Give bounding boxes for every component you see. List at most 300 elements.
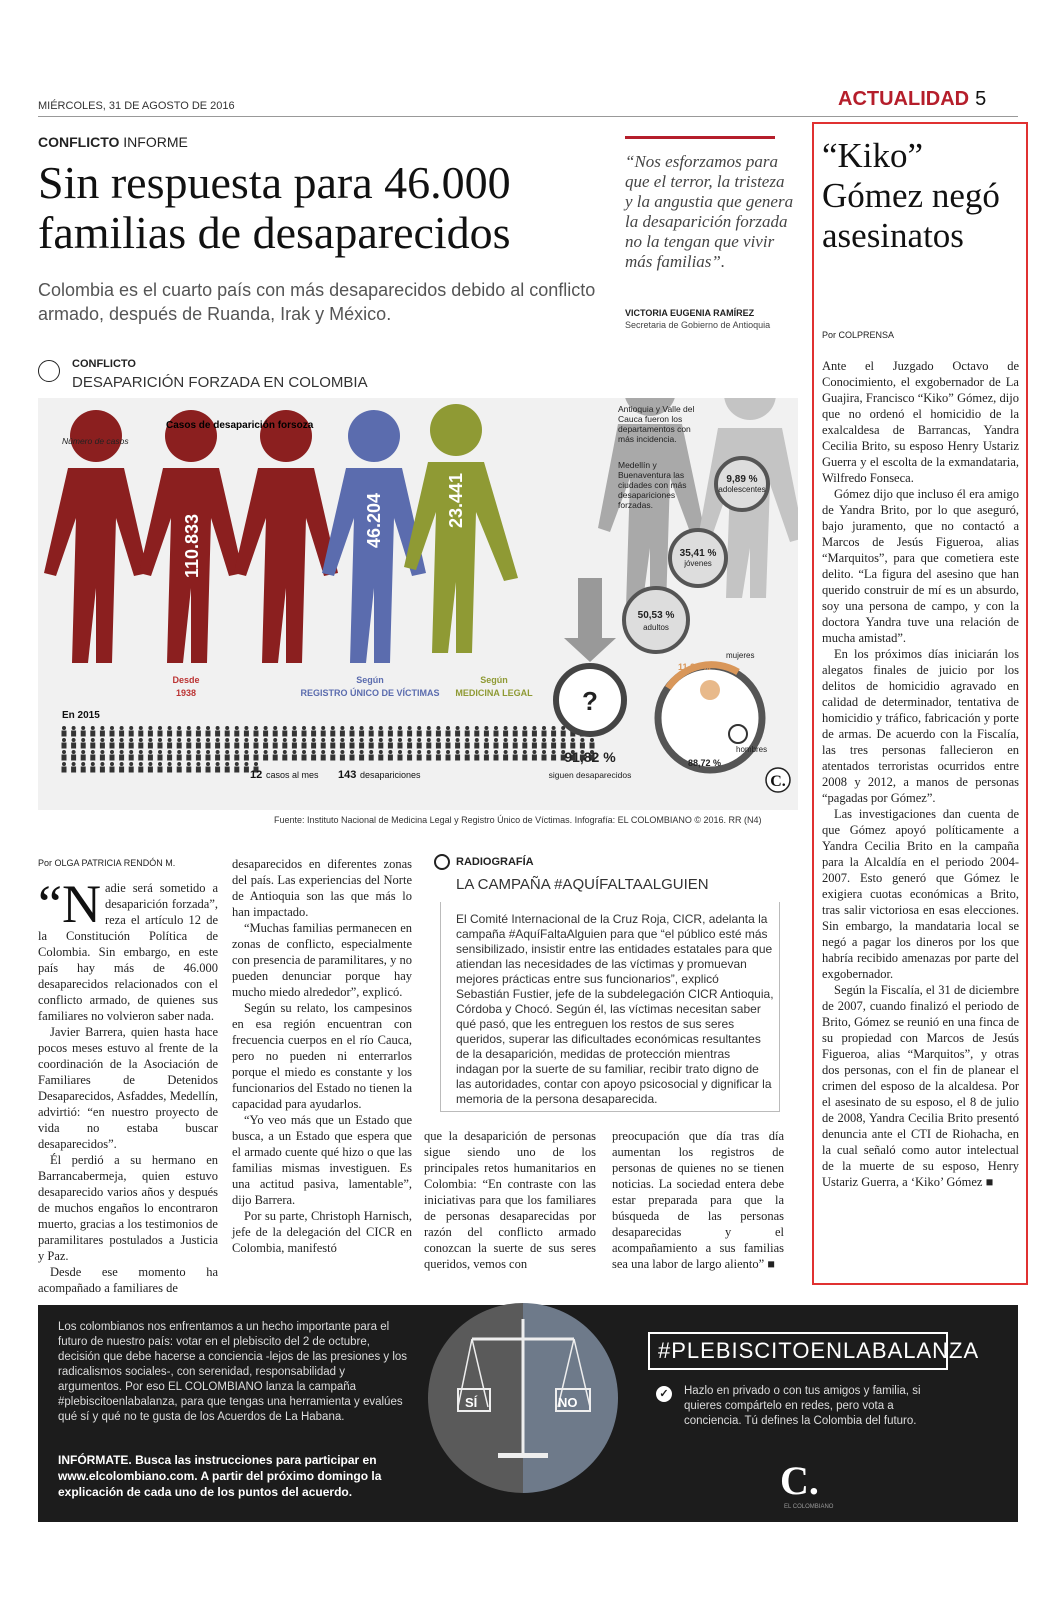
person-icon-body xyxy=(254,755,259,761)
person-icon-head xyxy=(110,726,114,730)
person-icon-head xyxy=(542,738,546,742)
stat-value: 88,72 % xyxy=(688,758,722,768)
person-icon-head xyxy=(321,750,325,754)
person-icon-body xyxy=(590,743,595,749)
person-icon-body xyxy=(186,767,191,773)
person-icon-head xyxy=(62,750,66,754)
person-icon-body xyxy=(378,743,383,749)
person-icon-head xyxy=(110,762,114,766)
person-icon-body xyxy=(388,743,393,749)
person-icon-body xyxy=(263,755,268,761)
person-icon-head xyxy=(72,750,76,754)
person-icon-body xyxy=(244,731,249,737)
year-label: En 2015 xyxy=(62,710,100,721)
person-icon-head xyxy=(129,726,133,730)
person-icon-body xyxy=(503,755,508,761)
person-icon-body xyxy=(311,731,316,737)
sidebar-byline: Por COLPRENSA xyxy=(822,330,895,340)
person-icon-body xyxy=(158,755,163,761)
person-icon-head xyxy=(62,762,66,766)
person-icon-head xyxy=(129,738,133,742)
person-icon-body xyxy=(436,731,441,737)
ad-info: INFÓRMATE. Busca las instrucciones para participar en www.elcolombiano.com. A partir del próximo domingo la explicación de cada uno de los puntos del acuerdo. xyxy=(58,1453,382,1499)
person-icon-body xyxy=(522,731,527,737)
person-icon-head xyxy=(187,750,191,754)
person-icon-body xyxy=(513,731,518,737)
person-icon-head xyxy=(408,726,412,730)
person-icon-head xyxy=(72,762,76,766)
person-icon-body xyxy=(110,743,115,749)
person-icon-body xyxy=(81,755,86,761)
person-icon-head xyxy=(148,750,152,754)
person-icon-head xyxy=(542,726,546,730)
person-icon-head xyxy=(254,762,258,766)
person-icon-head xyxy=(350,750,354,754)
person-icon-head xyxy=(235,750,239,754)
person-icon-body xyxy=(378,731,383,737)
person-icon-body xyxy=(532,743,537,749)
person-icon-body xyxy=(350,755,355,761)
person-icon-body xyxy=(340,731,345,737)
person-icon-body xyxy=(71,743,76,749)
person-icon-head xyxy=(120,750,124,754)
monthly-value: 12 xyxy=(250,769,263,781)
person-icon-head xyxy=(571,738,575,742)
lead-text: adie será sometido a desaparición forzada”, reza el artículo 12 de la Constitución Política de Colombia. Sin embargo, en este país hay más de 46.000 desaparecidos relacionados con el conflicto armado, de quienes sus familiares no volvieron saber nada. xyxy=(38,881,218,1023)
pull-quote: “Nos esforzamos para que el terror, la tristeza y la angustia que genera la desaparición forzada no la tengan que vivir más familias”. xyxy=(625,152,794,271)
person-icon-body xyxy=(215,755,220,761)
person-icon-head xyxy=(177,750,181,754)
person-icon-body xyxy=(282,755,287,761)
person-icon-head xyxy=(504,750,508,754)
sidebar-body xyxy=(822,358,1019,1190)
person-icon-head xyxy=(494,750,498,754)
person-icon-body xyxy=(302,731,307,737)
person-icon-head xyxy=(379,738,383,742)
headline-deck: Colombia es el cuarto país con más desaparecidos debido al conflicto armado, después de Ruanda, Irak y México. xyxy=(38,280,596,324)
sidebar-paragraph: Gómez dijo que incluso él era amigo de Yandra Brito, por lo que aseguró, bajo juramento, que no contactó a Marcos de Jesús Figueroa, alias “Marquitos”, para que cometiera este delito. “La figura del asesino que han querido construir de mí es un absurdo, soy una persona de campo, y con la doctora Yandra tuve una relación de mucha amistad”. xyxy=(822,487,1019,645)
person-icon-body xyxy=(359,755,364,761)
person-icon-head xyxy=(206,762,210,766)
person-icon-head xyxy=(427,750,431,754)
person-icon-head xyxy=(100,762,104,766)
person-icon-body xyxy=(542,731,547,737)
figure-label-bottom: REGISTRO ÚNICO DE VÍCTIMAS xyxy=(300,688,440,698)
article-paragraph: Por su parte, Christoph Harnisch, jefe de la delegación del CICR en Colombia, manifestó xyxy=(232,1209,412,1255)
person-icon-body xyxy=(100,755,105,761)
person-icon-body xyxy=(100,731,105,737)
logo-text: C. xyxy=(770,773,786,790)
person-icon-body xyxy=(494,755,499,761)
quote-author: VICTORIA EUGENIA RAMÍREZ xyxy=(625,308,755,318)
ad-side-text: Hazlo en privado o con tus amigos y familia, si quieres compártelo en redes, pero vota a conciencia. Tú defines la Colombia del futuro. xyxy=(684,1385,921,1427)
figure-value: 110.833 xyxy=(182,513,202,578)
person-icon-head xyxy=(523,738,527,742)
person-icon-body xyxy=(206,731,211,737)
person-icon-head xyxy=(360,726,364,730)
person-icon-head xyxy=(81,762,85,766)
person-icon-body xyxy=(167,755,172,761)
person-icon-body xyxy=(302,743,307,749)
person-icon-head xyxy=(158,750,162,754)
person-icon-body xyxy=(110,767,115,773)
rifle-icon xyxy=(38,360,60,382)
person-icon-body xyxy=(570,743,575,749)
person-icon-body xyxy=(186,731,191,737)
person-icon-body xyxy=(129,755,134,761)
person-icon-head xyxy=(475,726,479,730)
article-paragraph: “Yo veo más que un Estado que busca, a un Estado que espera que el armado cuente qué hizo o que las familias mismas investiguen. Es una actitud pasiva, lamentable”, dijo Barrera. xyxy=(232,1113,412,1207)
person-icon-body xyxy=(129,731,134,737)
article-paragraph: Desde ese momento ha acompañado a familiares de xyxy=(38,1265,218,1295)
person-icon-body xyxy=(436,755,441,761)
article-column-3 xyxy=(424,1128,596,1272)
person-icon-head xyxy=(331,726,335,730)
person-icon-body xyxy=(177,743,182,749)
person-icon-head xyxy=(168,738,172,742)
monthly-label: casos al mes xyxy=(266,770,319,780)
person-icon-body xyxy=(503,743,508,749)
person-icon-head xyxy=(254,726,258,730)
person-icon-head xyxy=(62,738,66,742)
person-icon-body xyxy=(503,731,508,737)
person-icon-body xyxy=(196,743,201,749)
person-icon-head xyxy=(158,762,162,766)
person-icon-body xyxy=(484,731,489,737)
person-icon-head xyxy=(168,726,172,730)
person-icon-head xyxy=(273,738,277,742)
person-icon-body xyxy=(446,743,451,749)
person-icon-body xyxy=(513,743,518,749)
figure-label-top: Según xyxy=(356,675,384,685)
person-icon-body xyxy=(119,731,124,737)
person-icon-body xyxy=(100,767,105,773)
person-icon-head xyxy=(225,738,229,742)
person-icon-body xyxy=(359,743,364,749)
person-icon-body xyxy=(225,767,230,773)
person-icon-head xyxy=(100,738,104,742)
person-icon-body xyxy=(321,743,326,749)
person-icon-head xyxy=(264,750,268,754)
person-icon-head xyxy=(561,738,565,742)
person-icon-body xyxy=(330,755,335,761)
person-icon-head xyxy=(398,738,402,742)
article-paragraph: “Muchas familias permanecen en zonas de conflicto, especialmente con presencia de paramilitares, y no pueden denunciar porque hay mucho miedo alrededor”, explicó. xyxy=(232,921,412,999)
person-icon-body xyxy=(340,743,345,749)
radiografia-title: LA CAMPAÑA #AQUÍFALTAALGUIEN xyxy=(456,876,709,893)
person-icon-head xyxy=(494,738,498,742)
person-icon-body xyxy=(186,755,191,761)
person-icon-body xyxy=(446,755,451,761)
person-icon-body xyxy=(273,731,278,737)
unknown-label: siguen desaparecidos xyxy=(548,770,632,780)
ad-body: Los colombianos nos enfrentamos a un hecho importante para el futuro de nuestro país: votar en el plebiscito del 2 de octubre, decisión que debe hacerse a conciencia -lejos de las presiones y los radicalismos sociales-, con serenidad, responsabilidad y argumentos. Por eso EL COLOMBIANO lanza la campaña #plebiscitoenlabalanza, para que tengas una herramienta y evalúes qué sí y qué no te gusta de los Acuerdos de La Habana. xyxy=(58,1321,408,1423)
person-icon-body xyxy=(398,755,403,761)
person-icon-head xyxy=(484,726,488,730)
infographic-kicker: CONFLICTO xyxy=(72,358,136,370)
person-icon-body xyxy=(426,731,431,737)
person-icon-head xyxy=(292,750,296,754)
person-icon-head xyxy=(292,726,296,730)
person-icon-body xyxy=(273,743,278,749)
person-icon-head xyxy=(244,750,248,754)
person-icon-head xyxy=(408,750,412,754)
person-icon-body xyxy=(196,731,201,737)
person-icon-head xyxy=(312,738,316,742)
person-icon-head xyxy=(91,762,95,766)
person-icon-head xyxy=(369,738,373,742)
person-icon-body xyxy=(215,767,220,773)
person-icon-head xyxy=(254,750,258,754)
person-icon-body xyxy=(417,731,422,737)
person-icon-body xyxy=(494,731,499,737)
person-icon-body xyxy=(292,755,297,761)
stat-circle-adultos xyxy=(624,588,688,652)
person-icon-head xyxy=(465,726,469,730)
person-icon-body xyxy=(465,743,470,749)
city-note-line: desapariciones xyxy=(618,490,676,500)
person-icon-body xyxy=(369,731,374,737)
person-icon-head xyxy=(379,750,383,754)
person-icon-head xyxy=(456,738,460,742)
person-icon-body xyxy=(532,755,537,761)
figure-label-top: Según xyxy=(480,675,508,685)
person-icon-body xyxy=(321,731,326,737)
person-icon-head xyxy=(350,726,354,730)
scale-icon xyxy=(428,1303,618,1493)
stat-value: 35,41 % xyxy=(679,548,717,559)
person-icon-head xyxy=(187,738,191,742)
person-icon-head xyxy=(91,750,95,754)
person-icon-head xyxy=(120,762,124,766)
person-icon-body xyxy=(292,743,297,749)
person-icon-head xyxy=(388,726,392,730)
person-icon-head xyxy=(456,726,460,730)
person-icon-body xyxy=(158,743,163,749)
person-icon-head xyxy=(532,726,536,730)
cases-subtitle: Número de casos xyxy=(62,436,129,446)
person-icon-head xyxy=(475,750,479,754)
person-icon-body xyxy=(90,731,95,737)
person-icon-head xyxy=(398,726,402,730)
article-paragraph: que la desaparición de personas sigue siendo uno de los principales retos humanitarios en Colombia: “En contraste con las iniciativas para que los familiares de personas desaparecidas por razón del conflicto armado conozcan la suerte de sus seres queridos, vemos con xyxy=(424,1129,596,1271)
person-icon-head xyxy=(417,738,421,742)
person-icon-body xyxy=(369,743,374,749)
person-icon-head xyxy=(235,762,239,766)
person-icon-body xyxy=(465,731,470,737)
person-icon-body xyxy=(138,743,143,749)
person-icon-head xyxy=(110,750,114,754)
person-icon-head xyxy=(513,726,517,730)
person-icon-head xyxy=(216,726,220,730)
person-icon-body xyxy=(81,767,86,773)
person-icon-head xyxy=(110,738,114,742)
person-icon-head xyxy=(254,738,258,742)
person-icon-body xyxy=(311,755,316,761)
figure-value: 46.204 xyxy=(364,492,384,548)
person-icon-head xyxy=(379,726,383,730)
person-icon-body xyxy=(542,743,547,749)
person-icon-body xyxy=(407,731,412,737)
person-icon-head xyxy=(388,738,392,742)
person-icon-head xyxy=(225,750,229,754)
person-icon-body xyxy=(81,731,86,737)
person-icon-head xyxy=(139,750,143,754)
person-icon-head xyxy=(91,726,95,730)
person-icon-head xyxy=(398,750,402,754)
person-icon-head xyxy=(388,750,392,754)
total-label: desapariciones xyxy=(360,770,421,780)
person-icon-body xyxy=(244,767,249,773)
header-rule xyxy=(38,116,1018,117)
person-icon-head xyxy=(552,726,556,730)
person-icon-head xyxy=(244,738,248,742)
stat-label: hombres xyxy=(736,745,768,754)
person-icon-head xyxy=(408,738,412,742)
person-icon-head xyxy=(235,738,239,742)
drop-cap: “N xyxy=(38,874,101,934)
person-icon-head xyxy=(62,726,66,730)
person-icon-body xyxy=(119,755,124,761)
person-icon-body xyxy=(388,755,393,761)
person-icon-head xyxy=(273,726,277,730)
article-column-2 xyxy=(232,856,412,1256)
person-icon-head xyxy=(177,738,181,742)
person-icon-head xyxy=(360,738,364,742)
person-icon-head xyxy=(100,726,104,730)
person-icon-body xyxy=(398,731,403,737)
page-number: 5 xyxy=(975,88,987,110)
sidebar-paragraph: Según la Fiscalía, el 31 de diciembre de 2007, cuando finalizó el periodo de Brito, Gómez se reunió en una finca de su propiedad con Marcos de Jesús Figueroa, alias “Marquitos”, y otras dos personas, con el fin de planear el crimen del esposo de la alcaldesa. Por el asesinato de su esposo, el 8 de julio de 2008, Yandra Cecilia Brito presentó denuncia ante el CTI de Riohacha, en la cual señaló como autor intelectual de la muerte de su esposo, Henry Ustariz Guerra, a ‘Kiko’ Gómez ■ xyxy=(822,983,1019,1189)
person-icon-body xyxy=(484,755,489,761)
person-icon-head xyxy=(302,750,306,754)
person-icon-body xyxy=(340,755,345,761)
person-icon-body xyxy=(167,767,172,773)
city-note-line: ciudades con más xyxy=(618,480,687,490)
total-value: 143 xyxy=(338,769,357,781)
radiografia-text: El Comité Internacional de la Cruz Roja, CICR, adelanta la campaña #AquíFaltaAlguien para que “el público esté más sensibilizado, insistir entre las entidades estatales para que atiendan las necesidades de las víctimas y promuevan mejores prácticas entre sus funcionarios”, explicó Sebastián Fustier, jefe de la subdelegación CICR Antioquia, Córdoba y Chocó. Según él, las víctimas necesitan saber qué pasó, que les entreguen los restos de sus seres queridos, superar las dificultades económicas resultantes de la desaparición, medidas de protección mientras indagan por la suerte de su familiar, recibir trato digno de las autoridades, contar con apoyo psicosocial y dignificar la memoria de la persona desaparecida. xyxy=(456,912,774,1106)
person-icon-head xyxy=(139,738,143,742)
person-icon-body xyxy=(186,743,191,749)
person-icon-body xyxy=(62,767,67,773)
person-icon-head xyxy=(532,750,536,754)
person-icon-head xyxy=(292,738,296,742)
person-icon-head xyxy=(484,738,488,742)
infographic-source: Fuente: Instituto Nacional de Medicina Legal y Registro Único de Víctimas. Infografía: EL COLOMBIANO © 2016. RR (N4) xyxy=(274,815,762,825)
ad-hashtag: #PLEBISCITOENLABALANZA xyxy=(658,1338,980,1363)
person-icon-head xyxy=(312,726,316,730)
article-paragraph: Él perdió a su hermano en Barrancabermeja, quien estuvo desaparecido varios años y después de muchos engaños lo encontraron muerto, gracias a los testimonios de paramilitares postulados a Justicia y Paz. xyxy=(38,1153,218,1263)
person-icon-body xyxy=(311,743,316,749)
person-icon-head xyxy=(206,726,210,730)
person-icon-body xyxy=(138,767,143,773)
sidebar-paragraph: Las investigaciones dan cuenta de que Gómez apoyó políticamente a Yandra Cecilia Brito en la campaña para la Alcaldía en el periodo 2004-2007. Esto generó que Gómez le exigiera cuotas económicas a Brito, tras salir victoriosa en esas elecciones. Sin embargo, la mandataria local se negó a pagar los dineros por los que habría recibido amenazas por parte del exgobernador. xyxy=(822,807,1019,981)
person-icon-body xyxy=(196,755,201,761)
person-icon-head xyxy=(504,738,508,742)
person-icon-body xyxy=(455,755,460,761)
person-icon-head xyxy=(206,738,210,742)
person-icon-body xyxy=(561,731,566,737)
stat-label: jóvenes xyxy=(684,559,712,568)
person-icon-head xyxy=(369,726,373,730)
person-icon-head xyxy=(513,750,517,754)
person-icon-head xyxy=(139,762,143,766)
person-icon-head xyxy=(523,726,527,730)
person-icon-head xyxy=(216,762,220,766)
stat-label: adolescentes xyxy=(718,485,766,494)
person-icon-head xyxy=(302,726,306,730)
person-icon-head xyxy=(225,762,229,766)
section-label xyxy=(838,88,986,111)
figure-label-top: Desde xyxy=(172,675,200,685)
page-date: MIÉRCOLES, 31 DE AGOSTO DE 2016 xyxy=(38,100,235,112)
person-icon-body xyxy=(436,743,441,749)
person-icon-head xyxy=(590,738,594,742)
person-icon-head xyxy=(72,726,76,730)
person-icon-head xyxy=(283,750,287,754)
person-icon-head xyxy=(446,738,450,742)
person-icon-body xyxy=(494,743,499,749)
person-icon-head xyxy=(196,738,200,742)
dept-note-line: Cauca fueron los xyxy=(618,414,683,424)
person-icon-head xyxy=(436,750,440,754)
person-icon-head xyxy=(196,750,200,754)
person-icon-head xyxy=(369,750,373,754)
person-icon-body xyxy=(177,731,182,737)
person-icon-body xyxy=(254,731,259,737)
magnifier-icon xyxy=(434,854,450,870)
person-icon-head xyxy=(427,726,431,730)
city-note-line: Medellín y xyxy=(618,460,657,470)
person-icon-body xyxy=(206,755,211,761)
person-icon-body xyxy=(90,755,95,761)
person-icon-body xyxy=(465,755,470,761)
person-icon-body xyxy=(446,731,451,737)
person-icon-body xyxy=(148,767,153,773)
person-icon-head xyxy=(206,750,210,754)
person-icon-body xyxy=(206,743,211,749)
person-icon-body xyxy=(167,743,172,749)
person-icon-head xyxy=(494,726,498,730)
person-icon-head xyxy=(456,750,460,754)
person-icon-body xyxy=(484,743,489,749)
person-icon-body xyxy=(532,731,537,737)
person-icon-head xyxy=(475,738,479,742)
person-icon-body xyxy=(292,731,297,737)
article-paragraph: desaparecidos en diferentes zonas del país. Las experiencias del Norte de Antioquia son las que más lo han impactado. xyxy=(232,857,412,919)
person-icon-head xyxy=(350,738,354,742)
person-icon-body xyxy=(196,767,201,773)
person-icon-head xyxy=(187,762,191,766)
stat-value: 9,89 % xyxy=(726,474,758,485)
person-icon-head xyxy=(168,750,172,754)
person-icon-head xyxy=(148,738,152,742)
person-icon-body xyxy=(426,755,431,761)
infographic-title: DESAPARICIÓN FORZADA EN COLOMBIA xyxy=(72,374,368,391)
stat-value: 50,53 % xyxy=(637,610,675,621)
person-icon-body xyxy=(474,731,479,737)
cases-title: Casos de desaparición forsoza xyxy=(166,420,314,431)
person-icon-body xyxy=(110,731,115,737)
person-icon-body xyxy=(100,743,105,749)
person-icon-head xyxy=(532,738,536,742)
person-icon-head xyxy=(340,738,344,742)
person-icon-body xyxy=(62,755,67,761)
section-name: ACTUALIDAD xyxy=(838,88,970,110)
person-icon-head xyxy=(436,726,440,730)
person-icon-head xyxy=(196,726,200,730)
article-byline: Por OLGA PATRICIA RENDÓN M. xyxy=(38,858,176,868)
